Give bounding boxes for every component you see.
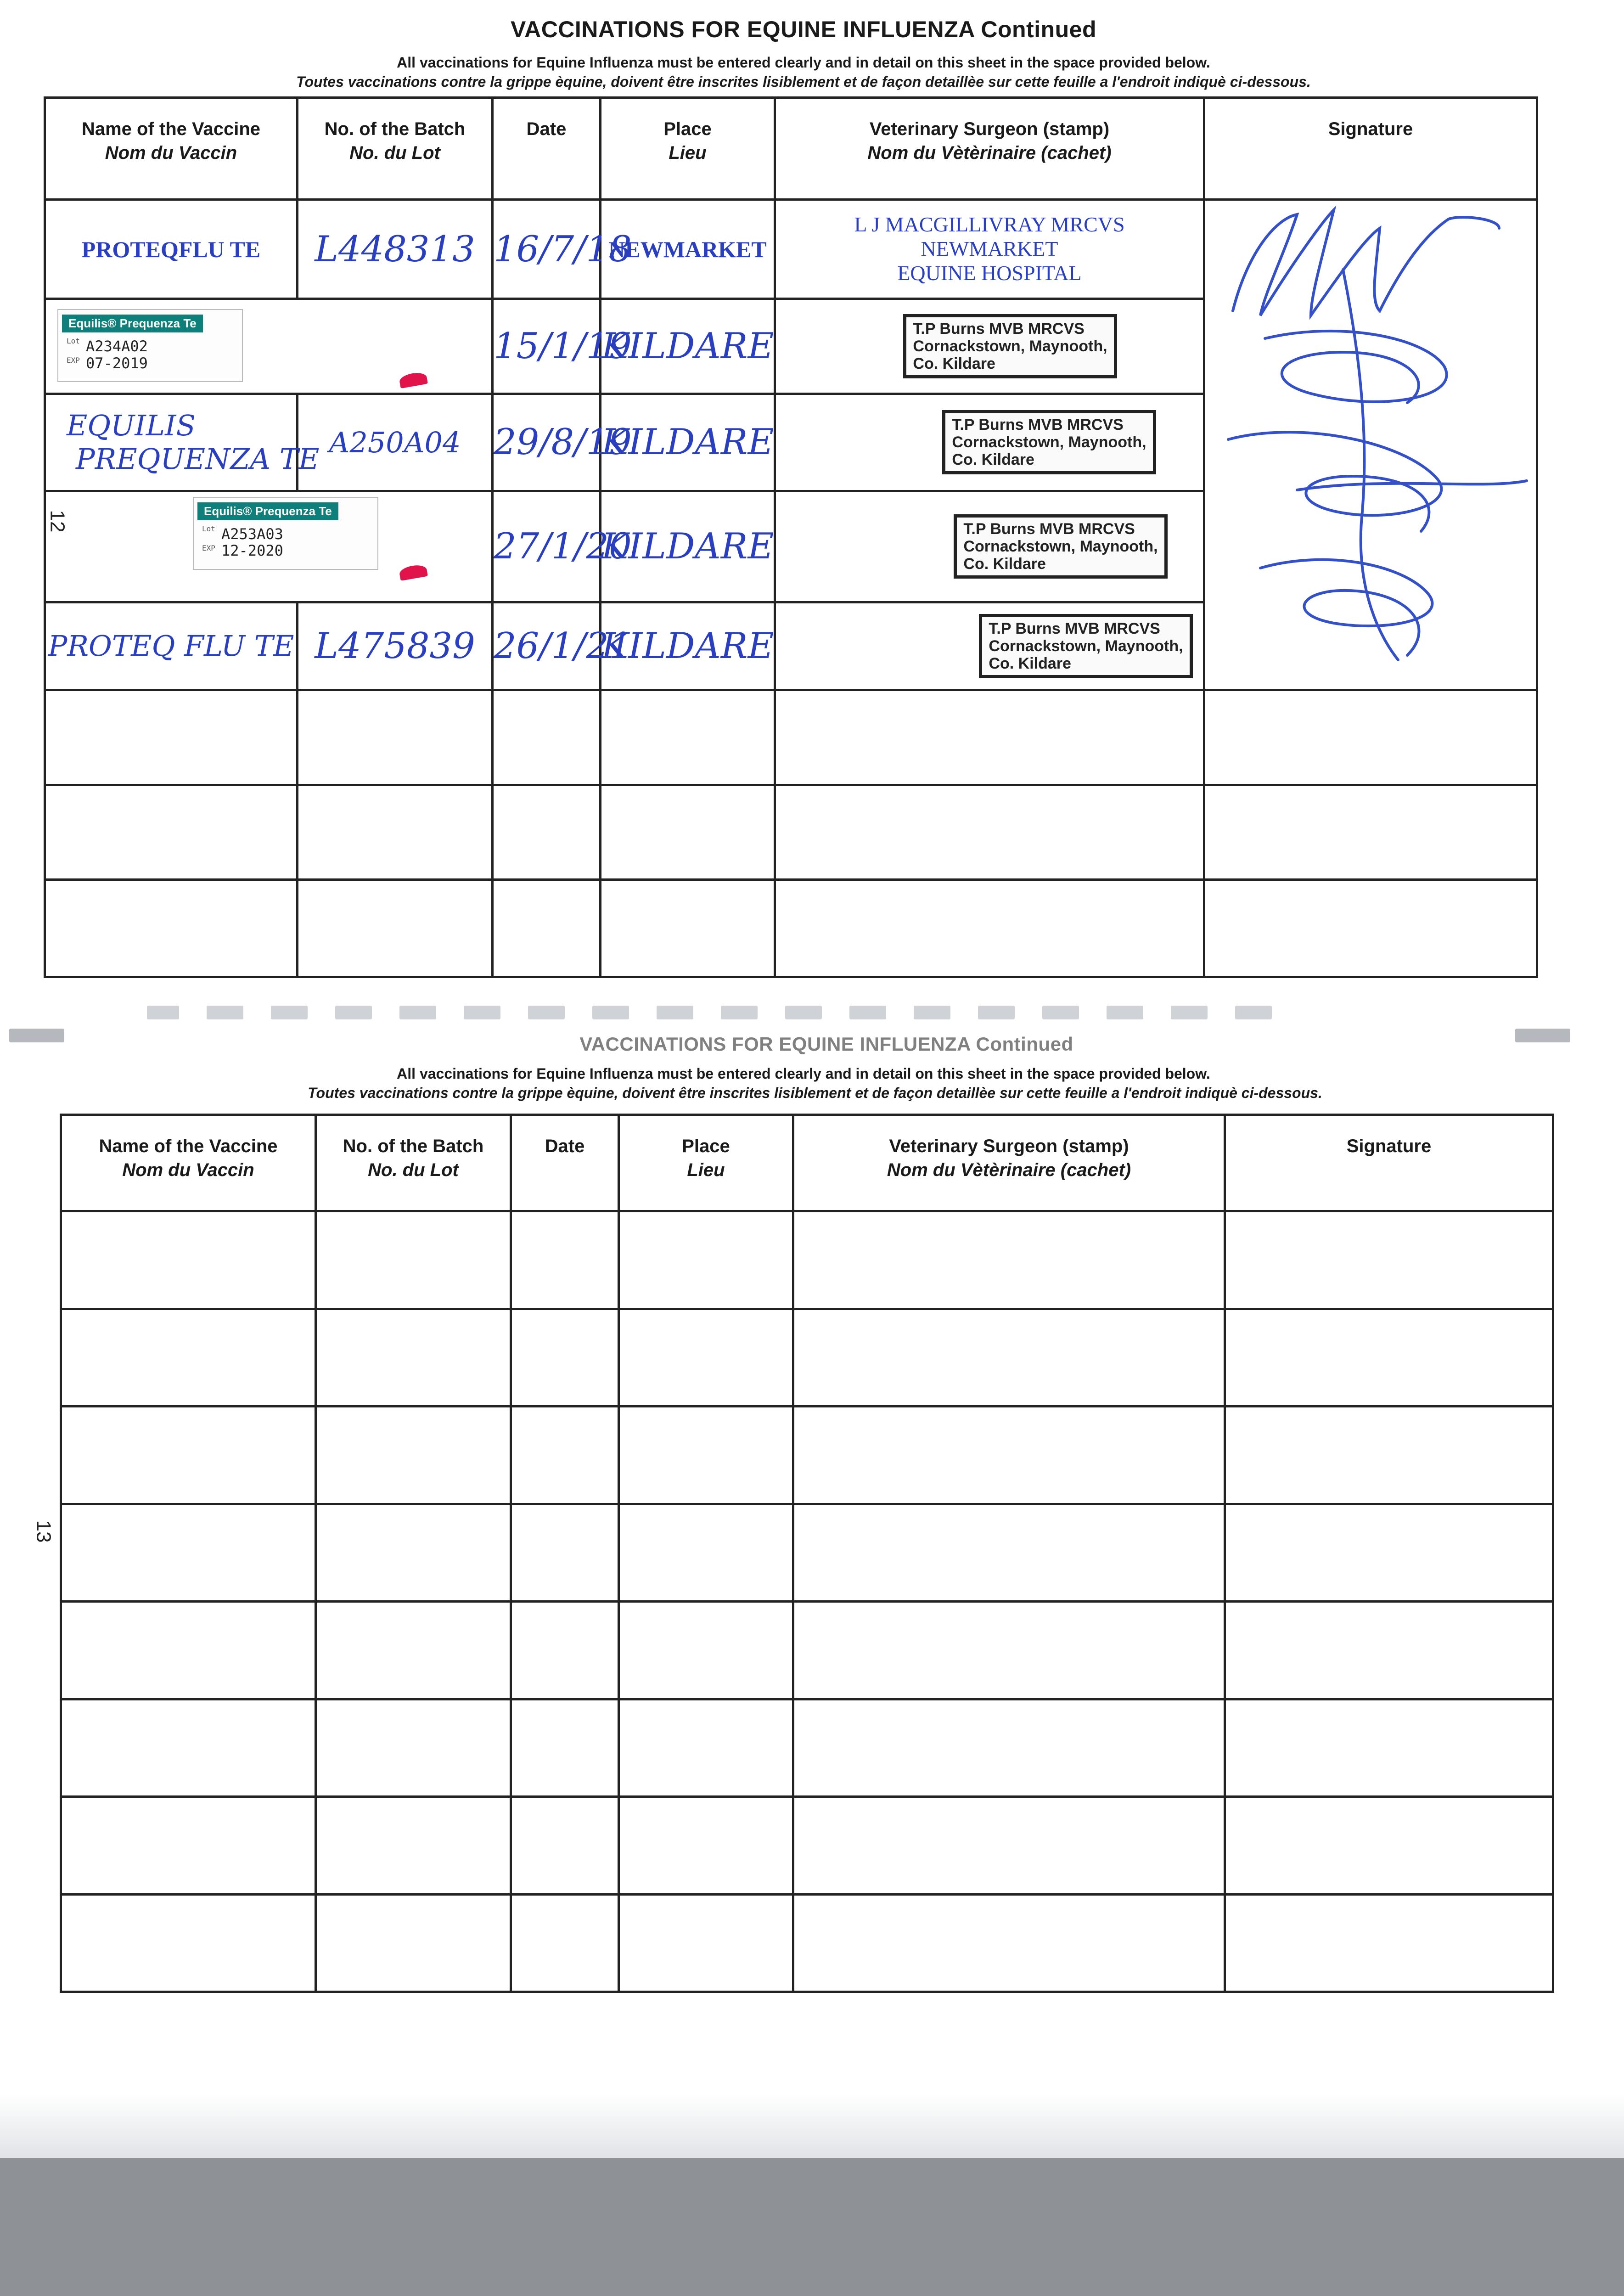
red-sticker-flag xyxy=(399,563,428,581)
vaccine-name: PROTEQFLU TE xyxy=(81,236,261,262)
place: KILDARE xyxy=(601,526,774,568)
vaccination-date: 16/7/18 xyxy=(494,228,632,270)
page-title-lower: VACCINATIONS FOR EQUINE INFLUENZA Continued xyxy=(579,1033,1073,1055)
col-batch-number: No. of the Batch No. du Lot xyxy=(298,98,493,200)
vaccine-sticker-label: Equilis® Prequenza Te Lot A253A03 EXP 12-2020 xyxy=(193,497,378,570)
table-header-row xyxy=(45,98,1537,200)
table-row-blank xyxy=(61,1602,1553,1699)
red-sticker-flag xyxy=(399,371,428,388)
batch-number: A250A04 xyxy=(329,425,461,459)
table-row-blank xyxy=(61,1504,1553,1602)
instruction-fr: Toutes vaccinations contre la grippe èquine, doivent être inscrites lisiblement et de façon detaillèe sur cette feuille a l'endroit indiquè ci-dessous. xyxy=(296,73,1311,90)
table-header-row xyxy=(61,1115,1553,1211)
signature-cell xyxy=(1204,199,1537,690)
instruction-fr-lower: Toutes vaccinations contre la grippe èquine, doivent être inscrites lisiblement et de façon detaillèe sur cette feuille a l'endroit indiquè ci-dessous. xyxy=(308,1085,1322,1101)
col-vet-surgeon: Veterinary Surgeon (stamp) Nom du Vètèrinaire (cachet) xyxy=(775,98,1204,200)
vet-stamp: T.P Burns MVB MRCVS Cornackstown, Maynooth, Co. Kildare xyxy=(903,314,1117,378)
table-row-blank xyxy=(61,1894,1553,1992)
vaccination-table-upper xyxy=(44,96,1536,978)
vaccination-date: 29/8/19 xyxy=(494,422,632,463)
instruction-en: All vaccinations for Equine Influenza must be entered clearly and in detail on this sheet in the space provided below. xyxy=(397,54,1210,71)
vet-stamp: L J MACGILLIVRAY MRCVS NEWMARKET EQUINE HOSPITAL xyxy=(854,213,1125,285)
vet-stamp: T.P Burns MVB MRCVS Cornackstown, Maynooth, Co. Kildare xyxy=(954,514,1167,579)
col-vaccine-name: Name of the Vaccine Nom du Vaccin xyxy=(45,98,298,200)
vaccine-name: PROTEQ FLU TE xyxy=(48,629,294,663)
table-row-blank xyxy=(61,1309,1553,1407)
vaccine-name: EQUILIS xyxy=(67,409,196,443)
page-number-lower: 13 xyxy=(32,1520,55,1543)
place: KILDARE xyxy=(601,422,774,463)
col-date: Date xyxy=(511,1115,619,1211)
table-row-blank xyxy=(61,1797,1553,1895)
vaccination-date: 27/1/20 xyxy=(494,526,632,568)
col-place: Place Lieu xyxy=(601,98,775,200)
vaccination-date: 15/1/19 xyxy=(494,326,632,367)
table-row-blank xyxy=(45,880,1537,977)
place: NEWMARKET xyxy=(608,236,767,262)
batch-number: L448313 xyxy=(315,228,475,270)
page-edge-shadow xyxy=(0,2094,1624,2158)
batch-number: L475839 xyxy=(315,625,475,667)
scanner-background xyxy=(0,2158,1624,2296)
table-row-blank xyxy=(45,785,1537,880)
table-row xyxy=(45,199,1537,299)
instruction-en-lower: All vaccinations for Equine Influenza must be entered clearly and in detail on this sheet in the space provided below. xyxy=(397,1065,1210,1082)
vet-stamp: T.P Burns MVB MRCVS Cornackstown, Maynooth, Co. Kildare xyxy=(979,614,1192,678)
table-row-blank xyxy=(45,690,1537,785)
table-row-blank xyxy=(61,1211,1553,1309)
vet-stamp: T.P Burns MVB MRCVS Cornackstown, Maynooth, Co. Kildare xyxy=(942,410,1156,474)
place: KILDARE xyxy=(601,326,774,367)
col-vet-surgeon: Veterinary Surgeon (stamp) Nom du Vètèrinaire (cachet) xyxy=(793,1115,1225,1211)
vaccination-table-lower xyxy=(60,1114,1552,1993)
table-row-blank xyxy=(61,1407,1553,1504)
col-vaccine-name: Name of the Vaccine Nom du Vaccin xyxy=(61,1115,316,1211)
col-signature: Signature xyxy=(1204,98,1537,200)
col-place: Place Lieu xyxy=(619,1115,793,1211)
col-batch-number: No. of the Batch No. du Lot xyxy=(316,1115,511,1211)
vaccine-name-cont: PREQUENZA TE xyxy=(76,442,320,476)
vaccine-sticker-label: Equilis® Prequenza Te Lot A234A02 EXP 07-2019 xyxy=(57,309,243,382)
vaccination-date: 26/1/21 xyxy=(494,625,632,667)
signature-scribble xyxy=(1205,201,1538,683)
col-date: Date xyxy=(493,98,601,200)
place: KILDARE xyxy=(601,625,774,667)
col-signature: Signature xyxy=(1225,1115,1553,1211)
page-title: VACCINATIONS FOR EQUINE INFLUENZA Continued xyxy=(510,17,1097,42)
page-number-upper: 12 xyxy=(46,510,69,533)
table-row-blank xyxy=(61,1699,1553,1797)
